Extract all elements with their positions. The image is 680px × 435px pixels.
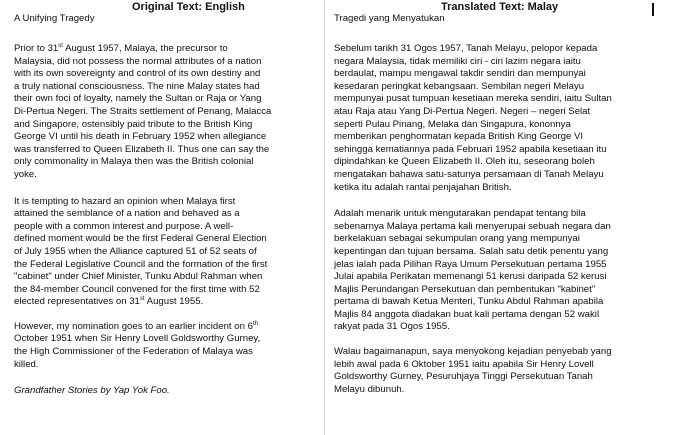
text-line: their own foci of loyalty, namely the Sultan or Raja or Yang <box>14 93 262 105</box>
translated-title: Tragedi yang Menyatukan <box>334 13 445 24</box>
text-line: negara Malaysia, tidak memiliki ciri - ciri lazim negara iaitu <box>334 55 581 67</box>
text-cursor <box>652 3 654 16</box>
text-line: pertama di bawah Ketua Menteri, Tunku Abdul Rahman apabila <box>334 296 604 308</box>
text-line: Malaysia, did not possess the normal attributes of a nation <box>14 55 262 67</box>
text-line: people with a common interest and purpose. A well- <box>14 220 234 232</box>
text-line: ketika itu adalah rantai penjajahan British. <box>334 181 512 193</box>
text-line: It is tempting to hazard an opinion when Malaya first <box>14 195 236 207</box>
text-line: jelas ialah pada Pilihan Raya Umum Persekutuan pertama 1955 <box>334 258 607 270</box>
text-line: a truly national consciousness. The nine Malay states had <box>14 80 260 92</box>
text-line: atau Raja atau Yang Di-Pertua Negeri. Negeri – negeri Selat <box>334 105 591 117</box>
text-line: Prior to 31st August 1957, Malaya, the precursor to <box>14 42 228 54</box>
text-line: yoke. <box>14 168 37 180</box>
text-line: Walau bagaimanapun, saya menyokong kejadian penyebab yang <box>334 346 612 358</box>
text-line: seperti Pulau Pinang, Melaka dan Singapura, kononnya <box>334 118 571 130</box>
original-paragraph-3 <box>14 321 320 371</box>
text-line: the High Commissioner of the Federation of Malaya was <box>14 346 253 358</box>
text-line: dipindahkan ke Queen Elizabeth II. Oleh itu, seseorang boleh <box>334 156 595 168</box>
text-line: sehingga kematiannya pada Februari 1952 apabila kesetiaan itu <box>334 143 607 155</box>
text-line: kepentingan dan tujuan bersama. Salah satu detik penentu yang <box>334 245 609 257</box>
original-paragraph-2 <box>14 196 320 309</box>
translated-header: Translated Text: Malay <box>441 1 559 13</box>
translated-paragraph-3 <box>334 346 648 396</box>
original-title: A Unifying Tragedy <box>14 13 95 24</box>
original-credit: Grandfather Stories by Yap Yok Foo. <box>14 385 170 397</box>
text-line: "cabinet" under Chief Minister, Tunku Abdul Rahman when <box>14 271 263 283</box>
text-line: with its own sovereignty and control of its own destiny and <box>14 68 261 80</box>
text-line: sebenarnya Malaya pertama kali menyerupai sebuah negara dan <box>334 220 611 232</box>
text-line: the Federal Legislative Council and the formation of the first <box>14 258 268 270</box>
translated-text <box>326 13 652 396</box>
text-line: kesedaran peringkat kebangsaan. Sembilan negeri Melayu <box>334 80 585 92</box>
original-column <box>0 0 324 435</box>
text-line: However, my nomination goes to an earlier incident on 6th <box>14 320 258 332</box>
text-line: and Singapore, ostensibly paid tribute to the British King <box>14 118 253 130</box>
text-line: Di-Pertua Negeri. The Straits settlement of Penang, Malacca <box>14 105 272 117</box>
text-line: Goldsworthy Gurney, Pesuruhjaya Tinggi Persekutuan Tanah <box>334 371 593 383</box>
text-line: Adalah menarik untuk mengutarakan pendapat tentang bila <box>334 208 586 220</box>
text-line: Majlis Perundangan Persekutuan dan pembentukan "kabinet" <box>334 283 596 295</box>
text-line: George VI until his death in February 1952 when allegiance <box>14 131 267 143</box>
translated-column <box>326 0 652 435</box>
text-line: lebih awal pada 6 Oktober 1951 iaitu apabila Sir Henry Lovell <box>334 358 594 370</box>
translated-paragraph-2 <box>334 208 648 334</box>
text-line: memberikan penghormatan kepada British King George VI <box>334 131 584 143</box>
text-line: berdaulat, mampu mengawal takdir sendiri dan mempunyai <box>334 68 586 80</box>
text-line: mengatakan bahawa satu-satunya persamaan di Tanah Melayu <box>334 168 604 180</box>
text-line: berkelakuan sebagai sekumpulan orang yang mempunyai <box>334 233 580 245</box>
text-line: Melayu dibunuh. <box>334 383 405 395</box>
text-line: Majlis 84 anggota diadakan buat kali pertama dengan 52 wakil <box>334 308 600 320</box>
original-header: Original Text: English <box>132 1 245 13</box>
text-line: rakyat pada 31 Ogos 1955. <box>334 321 450 333</box>
original-paragraph-1 <box>14 43 320 182</box>
text-line: mempunyai pusat tumpuan kesetiaan mereka sendiri, iaitu Sultan <box>334 93 612 105</box>
text-line: the 84-member Council convened for the first time with 52 <box>14 283 260 295</box>
text-line: elected representatives on 31st August 1955. <box>14 296 204 308</box>
text-line: attained the semblance of a nation and behaved as a <box>14 208 240 220</box>
text-line: killed. <box>14 358 39 370</box>
text-line: October 1951 when Sir Henry Lovell Goldsworthy Gurney, <box>14 333 261 345</box>
original-text <box>0 13 324 398</box>
text-line: of July 1955 when the Alliance captured 51 of 52 seats of <box>14 245 257 257</box>
text-line: was transferred to Queen Elizabeth II. Thus one can say the <box>14 143 270 155</box>
column-divider <box>324 0 325 435</box>
text-line: defined moment would be the first Federal General Election <box>14 233 267 245</box>
translated-paragraph-1 <box>334 43 648 194</box>
text-line: Sebelum tarikh 31 Ogos 1957, Tanah Melayu, pelopor kepada <box>334 43 598 54</box>
text-line: only commonality in Malaya then was the British colonial <box>14 156 254 168</box>
text-line: Julai apabila Perikatan memenangi 51 kerusi daripada 52 kerusi <box>334 271 607 283</box>
